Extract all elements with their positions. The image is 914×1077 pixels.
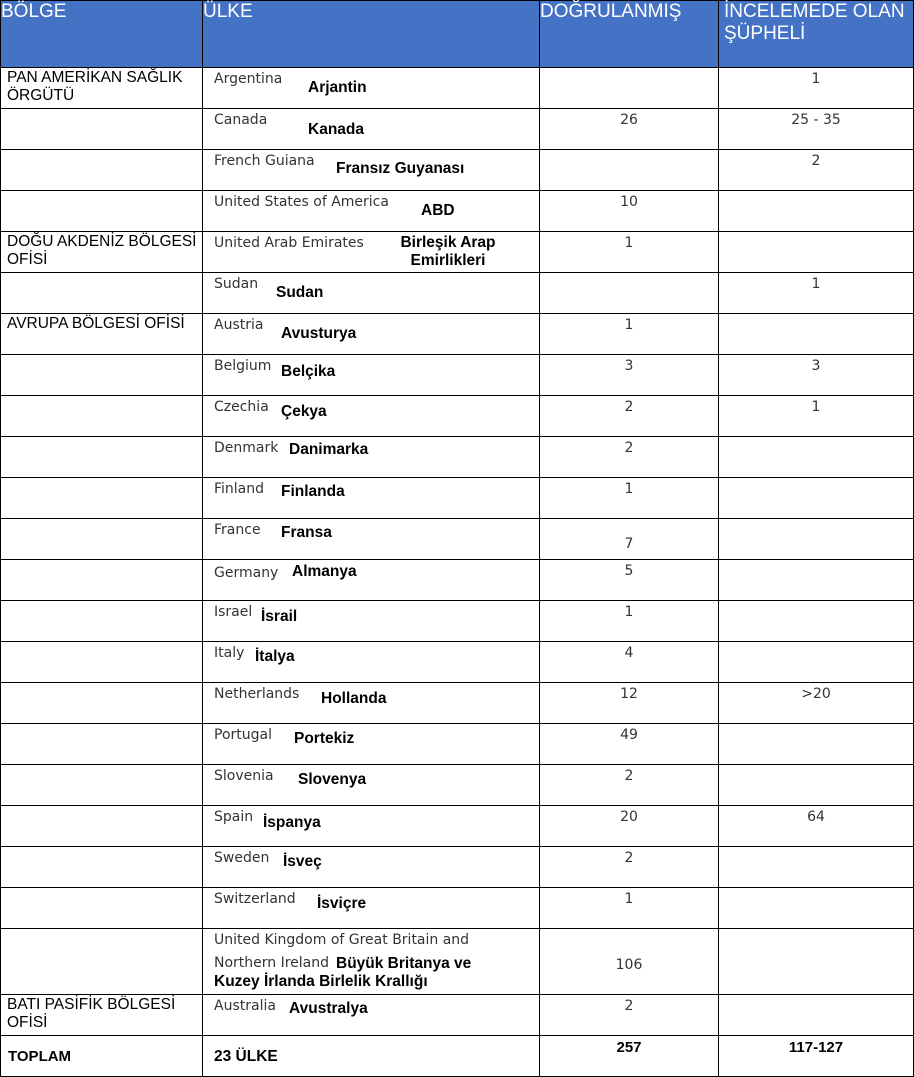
country-name-tr: Kanada: [308, 121, 364, 138]
country-cell: [203, 478, 540, 519]
region-label: [1, 806, 202, 807]
confirmed-cell: [540, 929, 719, 995]
confirmed-cell: [540, 273, 719, 314]
suspected-cell: [719, 847, 914, 888]
suspected-cell: [719, 68, 914, 109]
confirmed-value: 5: [624, 563, 634, 579]
suspected-value: 3: [811, 358, 821, 374]
country-name-tr: İtalya: [255, 648, 295, 665]
region-cell: [1, 109, 203, 150]
region-cell: [1, 191, 203, 232]
country-name-tr: Avusturya: [281, 325, 357, 342]
region-cell: [1, 888, 203, 929]
country-name-en: Israel: [214, 604, 253, 620]
suspected-cell: [719, 642, 914, 683]
country-name-tr: Çekya: [281, 403, 327, 420]
header-country: ÜLKE: [203, 1, 540, 68]
confirmed-cell: [540, 314, 719, 355]
table-row: [1, 314, 914, 355]
country-cell: [203, 273, 540, 314]
confirmed-value: 2: [624, 998, 634, 1014]
country-name-en: Portugal: [214, 727, 272, 743]
confirmed-value: 2: [624, 768, 634, 784]
confirmed-cell: [540, 683, 719, 724]
country-name-en: Canada: [214, 112, 268, 128]
table-row: [1, 929, 914, 995]
country-name-tr: Sudan: [276, 284, 324, 301]
suspected-cell: [719, 929, 914, 995]
region-cell: [1, 683, 203, 724]
confirmed-value: 1: [624, 317, 634, 333]
region-cell: [1, 601, 203, 642]
country-cell: [203, 724, 540, 765]
region-cell: [1, 232, 203, 273]
country-name-tr: Avustralya: [289, 1000, 368, 1017]
country-cell: [203, 642, 540, 683]
country-name-en-line2: Northern Ireland: [214, 955, 330, 971]
confirmed-cell: [540, 191, 719, 232]
country-name-en: Sudan: [214, 276, 259, 292]
confirmed-cell: [540, 109, 719, 150]
region-label: PAN AMERİKAN SAĞLIK ÖRGÜTÜ: [7, 69, 183, 104]
country-name-en: Czechia: [214, 399, 269, 415]
confirmed-cell: [540, 847, 719, 888]
region-cell: [1, 929, 203, 995]
country-cell: [203, 806, 540, 847]
suspected-value: 1: [811, 71, 821, 87]
region-cell: [1, 995, 203, 1036]
region-label: [1, 478, 202, 479]
confirmed-cell: [540, 478, 719, 519]
confirmed-value: 49: [620, 727, 638, 743]
confirmed-value: 26: [620, 112, 638, 128]
country-name-en: France: [214, 522, 261, 538]
table-row: [1, 437, 914, 478]
country-name-en: Spain: [214, 809, 254, 825]
country-cell: [203, 560, 540, 601]
country-name-tr-line1: Büyük Britanya ve: [336, 955, 472, 972]
confirmed-cell: [540, 396, 719, 437]
region-label: [1, 642, 202, 643]
region-cell: [1, 560, 203, 601]
table-row: [1, 232, 914, 273]
country-name-tr: İsviçre: [317, 895, 367, 912]
country-name-en: Italy: [214, 645, 245, 661]
suspected-value: >20: [801, 686, 831, 702]
suspected-cell: [719, 314, 914, 355]
country-cell: [203, 519, 540, 560]
country-name-tr-line2: Kuzey İrlanda Birlelik Krallığı: [214, 973, 428, 990]
suspected-cell: [719, 355, 914, 396]
confirmed-cell: [540, 232, 719, 273]
region-label: [1, 601, 202, 602]
country-cell: [203, 314, 540, 355]
suspected-cell: [719, 724, 914, 765]
country-cell: [203, 888, 540, 929]
region-cell: [1, 765, 203, 806]
total-countries-cell: [203, 1036, 540, 1077]
region-label: [1, 847, 202, 848]
confirmed-cell: [540, 601, 719, 642]
suspected-cell: [719, 765, 914, 806]
region-cell: [1, 68, 203, 109]
confirmed-value: 1: [624, 604, 634, 620]
total-suspected: 117-127: [788, 1039, 844, 1056]
confirmed-value: 1: [624, 481, 634, 497]
region-label: DOĞU AKDENİZ BÖLGESİ OFİSİ: [7, 233, 197, 268]
country-cell: [203, 929, 540, 995]
confirmed-value: 3: [624, 358, 634, 374]
table-row: [1, 273, 914, 314]
country-name-tr: Belçika: [281, 363, 336, 380]
table-row: [1, 355, 914, 396]
confirmed-cell: [540, 642, 719, 683]
header-row: [1, 1, 914, 68]
table-row: [1, 109, 914, 150]
suspected-cell: [719, 109, 914, 150]
country-cell: [203, 765, 540, 806]
region-cell: [1, 396, 203, 437]
header-suspected: İNCELEMEDE OLAN ŞÜPHELİ: [719, 1, 914, 68]
country-cell: [203, 109, 540, 150]
country-name-en: Belgium: [214, 358, 272, 374]
country-name-en: United States of America: [214, 194, 389, 210]
region-cell: [1, 806, 203, 847]
country-name-en: Finland: [214, 481, 265, 497]
confirmed-cell: [540, 68, 719, 109]
table-row: [1, 847, 914, 888]
table-row: [1, 724, 914, 765]
region-label: [1, 888, 202, 889]
region-cell: [1, 642, 203, 683]
country-cell: [203, 232, 540, 273]
suspected-value: 1: [811, 276, 821, 292]
country-name-en: United Arab Emirates: [214, 235, 364, 251]
table-row: [1, 806, 914, 847]
region-cell: [1, 314, 203, 355]
country-name-en: Austria: [214, 317, 264, 333]
region-cell: [1, 150, 203, 191]
country-name-tr: Almanya: [292, 563, 357, 580]
suspected-value: 25 - 35: [791, 112, 841, 128]
region-label: [1, 150, 202, 151]
region-cell: [1, 437, 203, 478]
region-label: [1, 273, 202, 274]
country-cell: [203, 68, 540, 109]
country-cell: [203, 396, 540, 437]
suspected-cell: [719, 232, 914, 273]
country-cell: [203, 150, 540, 191]
confirmed-cell: [540, 724, 719, 765]
confirmed-value: 1: [624, 235, 634, 251]
region-cell: [1, 519, 203, 560]
suspected-cell: [719, 601, 914, 642]
region-label: [1, 355, 202, 356]
confirmed-value: 2: [624, 399, 634, 415]
header-region: BÖLGE: [1, 1, 203, 68]
country-cell: [203, 601, 540, 642]
table-row: [1, 642, 914, 683]
suspected-cell: [719, 437, 914, 478]
region-label: AVRUPA BÖLGESİ OFİSİ: [7, 315, 185, 332]
country-name-tr: Arjantin: [308, 79, 367, 96]
region-label: [1, 765, 202, 766]
confirmed-value: 12: [620, 686, 638, 702]
confirmed-value: 2: [624, 440, 634, 456]
table-row: [1, 683, 914, 724]
region-label: [1, 437, 202, 438]
table-row: [1, 519, 914, 560]
suspected-cell: [719, 150, 914, 191]
suspected-cell: [719, 478, 914, 519]
suspected-cell: [719, 191, 914, 232]
confirmed-cell: [540, 995, 719, 1036]
region-label: [1, 109, 202, 110]
table-row: [1, 478, 914, 519]
confirmed-value: 106: [615, 957, 643, 973]
header-confirmed: DOĞRULANMIŞ: [540, 1, 719, 68]
country-name-tr: Danimarka: [289, 441, 369, 458]
region-cell: [1, 724, 203, 765]
confirmed-cell: [540, 519, 719, 560]
suspected-value: 64: [807, 809, 825, 825]
country-name-en: Netherlands: [214, 686, 300, 702]
table-row: [1, 396, 914, 437]
suspected-cell: [719, 273, 914, 314]
confirmed-value: 10: [620, 194, 638, 210]
region-label: [1, 396, 202, 397]
confirmed-value: 2: [624, 850, 634, 866]
confirmed-cell: [540, 355, 719, 396]
country-cell: [203, 847, 540, 888]
confirmed-cell: [540, 806, 719, 847]
country-name-en: French Guiana: [214, 153, 315, 169]
table-row: [1, 150, 914, 191]
suspected-cell: [719, 560, 914, 601]
country-name-tr: Birleşik Arap Emirlikleri: [400, 234, 496, 269]
region-cell: [1, 478, 203, 519]
confirmed-cell: [540, 560, 719, 601]
suspected-cell: [719, 519, 914, 560]
region-cell: [1, 847, 203, 888]
country-name-tr: Slovenya: [298, 771, 367, 788]
country-cell: [203, 191, 540, 232]
suspected-cell: [719, 396, 914, 437]
country-name-tr: İsrail: [261, 608, 298, 625]
region-label: [1, 560, 202, 561]
country-name-en: Switzerland: [214, 891, 296, 907]
region-label: [1, 191, 202, 192]
country-name-tr: Hollanda: [321, 690, 387, 707]
country-name-tr: İspanya: [263, 814, 321, 831]
total-confirmed-cell: [540, 1036, 719, 1077]
table-row: [1, 765, 914, 806]
suspected-cell: [719, 683, 914, 724]
total-suspected-cell: [719, 1036, 914, 1077]
region-label: [1, 683, 202, 684]
confirmed-cell: [540, 437, 719, 478]
confirmed-cell: [540, 150, 719, 191]
country-name-en: Slovenia: [214, 768, 274, 784]
country-cell: [203, 683, 540, 724]
region-label: [1, 724, 202, 725]
table-row: [1, 888, 914, 929]
table-row: [1, 68, 914, 109]
country-name-tr: Fransız Guyanası: [336, 160, 465, 177]
suspected-value: 1: [811, 399, 821, 415]
confirmed-value: 7: [624, 536, 634, 552]
table-row: [1, 191, 914, 232]
country-name-en: Australia: [214, 998, 276, 1014]
confirmed-value: 4: [624, 645, 634, 661]
confirmed-cell: [540, 765, 719, 806]
confirmed-value: 1: [624, 891, 634, 907]
country-name-en-line1: United Kingdom of Great Britain and: [214, 932, 470, 948]
confirmed-value: 20: [620, 809, 638, 825]
country-cell: [203, 437, 540, 478]
table-row: [1, 601, 914, 642]
country-name-en: Sweden: [214, 850, 270, 866]
region-label: BATI PASİFİK BÖLGESİ OFİSİ: [7, 996, 176, 1031]
total-label: TOPLAM: [8, 1048, 72, 1065]
region-cell: [1, 273, 203, 314]
country-name-tr: ABD: [421, 202, 455, 219]
total-label-cell: [1, 1036, 203, 1077]
country-name-en: Denmark: [214, 440, 279, 456]
total-confirmed: 257: [616, 1039, 642, 1056]
country-name-en: Germany: [214, 565, 279, 581]
country-name-tr: Fransa: [281, 524, 332, 541]
suspected-cell: [719, 806, 914, 847]
suspected-cell: [719, 995, 914, 1036]
region-label: [1, 929, 202, 930]
suspected-cell: [719, 888, 914, 929]
confirmed-cell: [540, 888, 719, 929]
country-name-en: Argentina: [214, 71, 283, 87]
country-name-tr: Finlanda: [281, 483, 345, 500]
total-countries: 23 ÜLKE: [214, 1048, 278, 1065]
country-name-tr: Portekiz: [294, 730, 355, 747]
suspected-value: 2: [811, 153, 821, 169]
country-cell: [203, 355, 540, 396]
region-cell: [1, 355, 203, 396]
table-row: [1, 995, 914, 1036]
total-row: [1, 1036, 914, 1077]
country-name-tr: İsveç: [283, 853, 322, 870]
table-row: [1, 560, 914, 601]
region-label: [1, 519, 202, 520]
country-cell: [203, 995, 540, 1036]
